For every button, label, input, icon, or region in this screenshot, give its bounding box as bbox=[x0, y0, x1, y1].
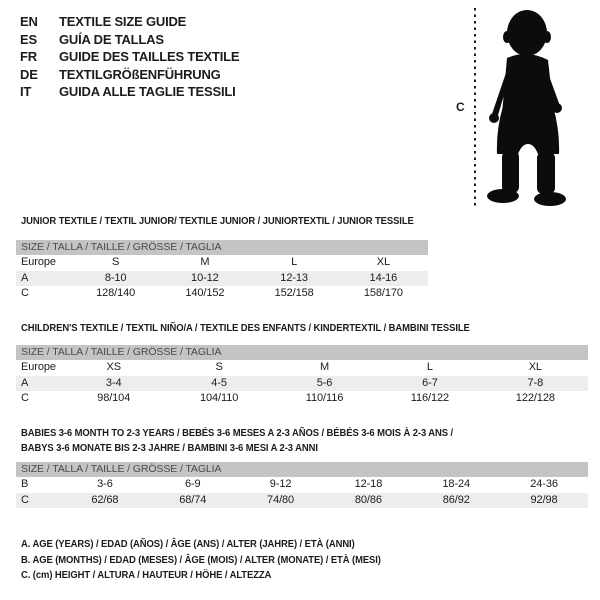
baby-silhouette-icon bbox=[455, 3, 590, 212]
lang-row-it bbox=[20, 83, 239, 101]
footnote-height: C. (cm) HEIGHT / ALTURA / HAUTEUR / HÖHE / ALTEZZA bbox=[21, 569, 272, 582]
legend-footnotes bbox=[21, 537, 421, 584]
table-row-height bbox=[16, 391, 588, 407]
table-row-height bbox=[16, 286, 428, 302]
value-cell: 6-7 bbox=[422, 376, 438, 389]
babies-size-table bbox=[16, 462, 588, 508]
value-cell: 6-9 bbox=[184, 478, 201, 490]
lang-row-es bbox=[20, 31, 239, 49]
value-cell: 14-16 bbox=[369, 271, 398, 284]
value-cell: 4-5 bbox=[211, 376, 227, 389]
lang-code: IT bbox=[20, 84, 32, 100]
value-cell: 3-6 bbox=[97, 478, 113, 490]
table-row-header bbox=[16, 360, 588, 376]
lang-label: GUIDA ALLE TAGLIE TESSILI bbox=[59, 84, 236, 100]
region-cell: Europe bbox=[21, 361, 56, 373]
value-cell: 74/80 bbox=[267, 493, 295, 506]
row-label-cell: B bbox=[21, 478, 29, 490]
row-label-cell: A bbox=[21, 376, 29, 389]
value-cell: 116/122 bbox=[410, 392, 450, 404]
value-cell: 12-13 bbox=[280, 271, 308, 284]
lang-code: DE bbox=[20, 66, 38, 82]
lang-label: GUIDE DES TAILLES TEXTILE bbox=[59, 49, 240, 65]
size-cell: M bbox=[319, 361, 330, 373]
lang-row-fr bbox=[20, 48, 239, 66]
value-cell: 62/68 bbox=[91, 493, 119, 506]
size-cell: XS bbox=[106, 361, 121, 373]
baby-silhouette bbox=[487, 10, 566, 206]
table-row-age bbox=[16, 376, 588, 392]
value-cell: 86/92 bbox=[442, 493, 470, 506]
size-header-bar: SIZE / TALLA / TAILLE / GRÖSSE / TAGLIA bbox=[16, 462, 588, 477]
value-cell: 10-12 bbox=[191, 271, 219, 284]
size-header-bar: SIZE / TALLA / TAILLE / GRÖSSE / TAGLIA bbox=[16, 345, 588, 360]
value-cell: 122/128 bbox=[515, 392, 555, 404]
size-cell: M bbox=[200, 256, 210, 268]
size-cell: S bbox=[112, 256, 120, 268]
lang-label: TEXTILGRÖßENFÜHRUNG bbox=[59, 66, 221, 82]
lang-code: FR bbox=[20, 49, 37, 65]
value-cell: 3-4 bbox=[105, 376, 122, 389]
lang-code: ES bbox=[20, 31, 37, 47]
value-cell: 110/116 bbox=[305, 392, 344, 404]
row-label-cell: C bbox=[21, 493, 29, 506]
babies-table-title-line1: BABIES 3-6 MONTH TO 2-3 YEARS / BEBÉS 3-6 MESES A 2-3 AÑOS / BÉBÉS 3-6 MOIS À 2-3 ANS / bbox=[21, 427, 454, 439]
table-row-header bbox=[16, 255, 428, 271]
table-row-age-months bbox=[16, 477, 588, 493]
lang-label: GUÍA DE TALLAS bbox=[59, 31, 164, 47]
value-cell: 152/158 bbox=[274, 287, 314, 299]
row-label-cell: C bbox=[21, 287, 29, 299]
value-cell: 18-24 bbox=[442, 478, 471, 490]
value-cell: 5-6 bbox=[316, 376, 333, 389]
lang-code: EN bbox=[20, 14, 38, 29]
row-label-cell: C bbox=[21, 392, 29, 404]
value-cell: 98/104 bbox=[97, 392, 131, 404]
region-cell: Europe bbox=[21, 256, 56, 268]
language-list bbox=[20, 13, 239, 101]
junior-table-title: JUNIOR TEXTILE / TEXTIL JUNIOR/ TEXTILE JUNIOR / JUNIORTEXTIL / JUNIOR TESSILE bbox=[21, 215, 414, 227]
value-cell: 12-18 bbox=[354, 478, 383, 490]
lang-label: TEXTILE SIZE GUIDE bbox=[59, 14, 187, 29]
value-cell: 68/74 bbox=[179, 493, 207, 506]
size-cell: L bbox=[291, 256, 298, 268]
value-cell: 158/170 bbox=[363, 287, 403, 299]
height-measure-label: C bbox=[456, 100, 465, 114]
value-cell: 7-8 bbox=[527, 376, 544, 389]
value-cell: 8-10 bbox=[104, 271, 127, 284]
children-table-title: CHILDREN'S TEXTILE / TEXTIL NIÑO/A / TEXTILE DES ENFANTS / KINDERTEXTIL / BAMBINI TESSILE bbox=[21, 322, 470, 334]
junior-size-table bbox=[16, 240, 428, 302]
value-cell: 140/152 bbox=[185, 287, 225, 299]
value-cell: 9-12 bbox=[269, 478, 292, 490]
size-cell: S bbox=[215, 361, 223, 373]
lang-row-de bbox=[20, 66, 239, 84]
table-row-age bbox=[16, 271, 428, 287]
size-header-bar: SIZE / TALLA / TAILLE / GRÖSSE / TAGLIA bbox=[16, 240, 428, 255]
value-cell: 104/110 bbox=[199, 392, 239, 404]
size-cell: L bbox=[426, 361, 433, 373]
footnote-age-years: A. AGE (YEARS) / EDAD (AÑOS) / ÂGE (ANS) / ALTER (JAHRE) / ETÀ (ANNI) bbox=[21, 538, 355, 550]
table-row-height bbox=[16, 493, 588, 509]
value-cell: 128/140 bbox=[96, 287, 136, 299]
footnote-age-months: B. AGE (MONTHS) / EDAD (MESES) / ÂGE (MOIS) / ALTER (MONATE) / ETÀ (MESI) bbox=[21, 553, 381, 566]
value-cell: 80/86 bbox=[354, 493, 382, 506]
lang-row-en bbox=[20, 13, 239, 31]
value-cell: 24-36 bbox=[530, 478, 558, 490]
value-cell: 92/98 bbox=[530, 493, 558, 506]
children-size-table bbox=[16, 345, 588, 407]
size-cell: XL bbox=[528, 361, 542, 373]
babies-table-title-line2: BABYS 3-6 MONATE BIS 2-3 JAHRE / BAMBINI 3-6 MESI A 2-3 ANNI bbox=[21, 442, 318, 454]
size-cell: XL bbox=[376, 256, 390, 268]
row-label-cell: A bbox=[21, 271, 29, 284]
